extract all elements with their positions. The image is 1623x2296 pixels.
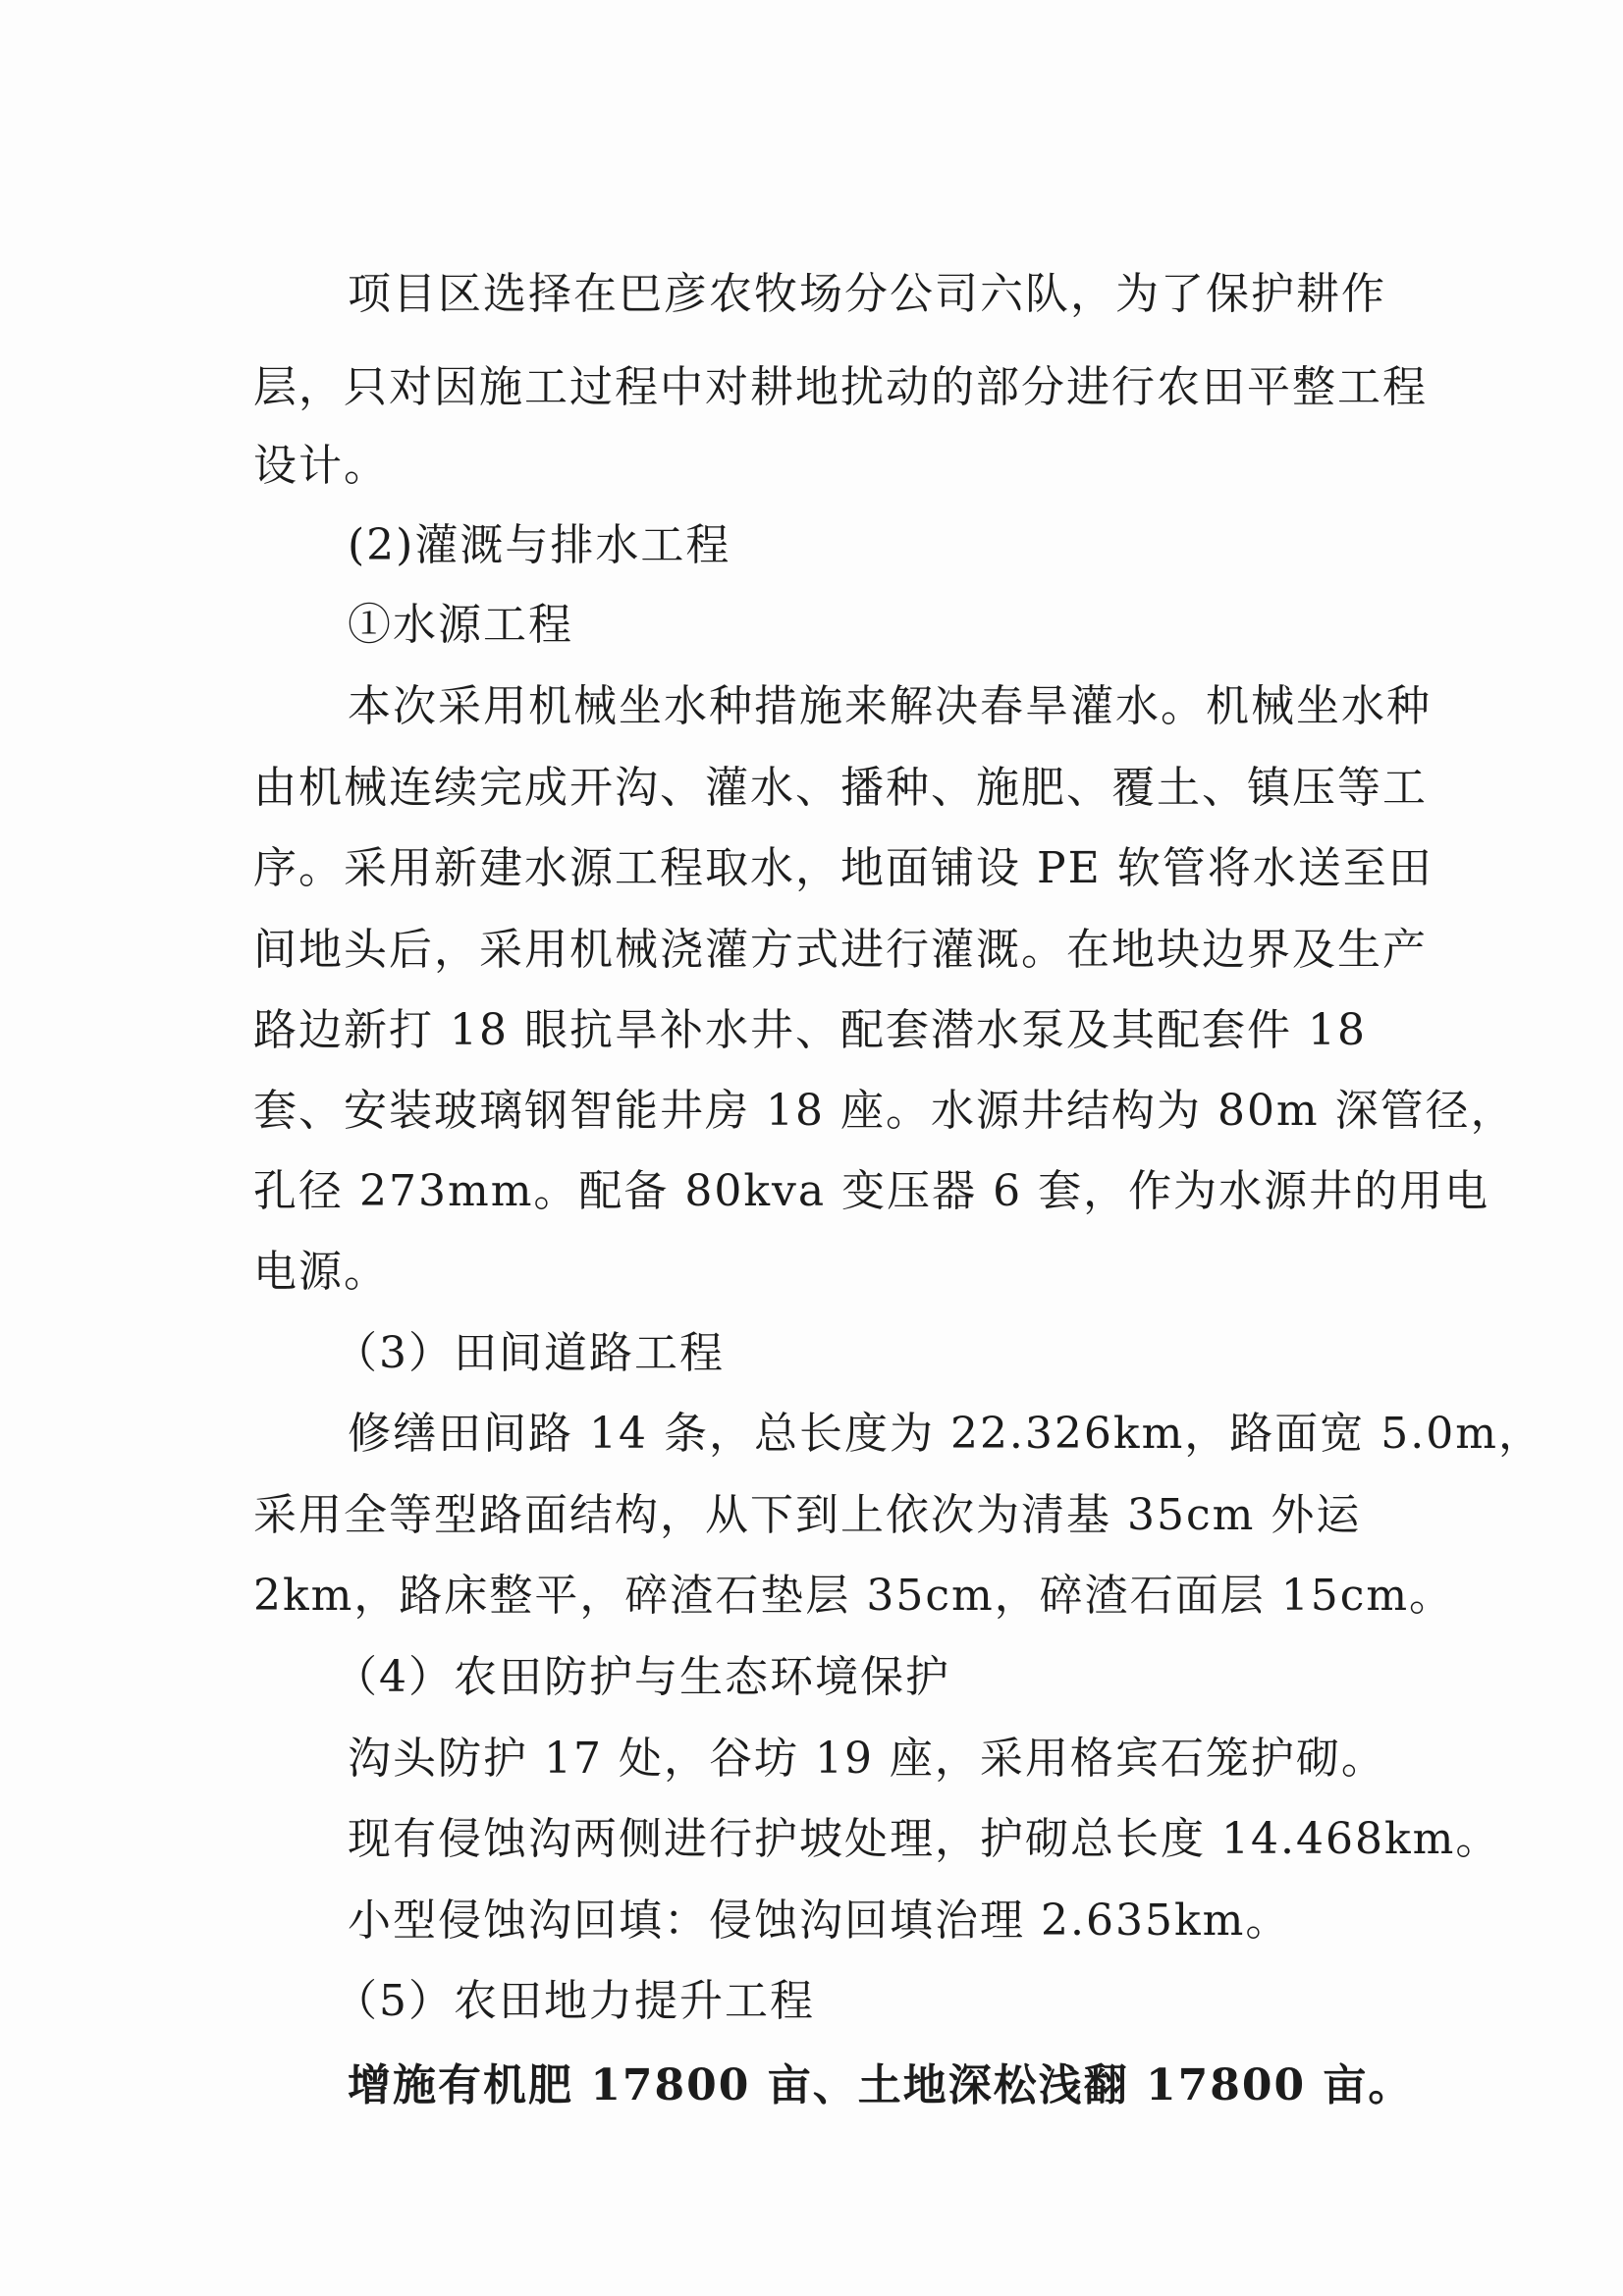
paragraph-line: 孔径 273mm。配备 80kva 变压器 6 套，作为水源井的用电 — [253, 1166, 1490, 1216]
paragraph-line: 增施有机肥 17800 亩、土地深松浅翻 17800 亩。 — [348, 2060, 1414, 2110]
paragraph-line: 由机械连续完成开沟、灌水、播种、施肥、覆土、镇压等工 — [253, 763, 1428, 813]
paragraph-line: 现有侵蚀沟两侧进行护坡处理，护砌总长度 14.468km。 — [348, 1814, 1501, 1864]
subsection-heading: ①水源工程 — [348, 600, 573, 650]
paragraph-line: 电源。 — [253, 1247, 389, 1297]
section-heading: （3）田间道路工程 — [334, 1328, 725, 1378]
paragraph-line: 层，只对因施工过程中对耕地扰动的部分进行农田平整工程 — [253, 362, 1428, 412]
section-heading: （5）农田地力提升工程 — [334, 1976, 815, 2026]
paragraph-line: 小型侵蚀沟回填：侵蚀沟回填治理 2.635km。 — [348, 1896, 1291, 1946]
paragraph-line: 序。采用新建水源工程取水，地面铺设 PE 软管将水送至田 — [253, 843, 1434, 893]
paragraph-line: 项目区选择在巴彦农牧场分公司六队，为了保护耕作 — [348, 269, 1386, 319]
paragraph-line: 修缮田间路 14 条，总长度为 22.326km，路面宽 5.0m， — [348, 1409, 1543, 1459]
section-heading: (2)灌溉与排水工程 — [348, 520, 731, 570]
paragraph-line: 2km，路床整平，碎渣石垫层 35cm，碎渣石面层 15cm。 — [253, 1571, 1455, 1621]
paragraph-line: 设计。 — [253, 441, 389, 491]
paragraph-line: 套、安装玻璃钢智能井房 18 座。水源井结构为 80m 深管径， — [253, 1086, 1516, 1136]
paragraph-line: 采用全等型路面结构，从下到上依次为清基 35cm 外运 — [253, 1490, 1362, 1540]
paragraph-line: 本次采用机械坐水种措施来解决春旱灌水。机械坐水种 — [348, 681, 1432, 731]
section-heading: （4）农田防护与生态环境保护 — [334, 1652, 950, 1702]
paragraph-line: 沟头防护 17 处，谷坊 19 座，采用格宾石笼护砌。 — [348, 1734, 1386, 1784]
paragraph-line: 路边新打 18 眼抗旱补水井、配套潜水泵及其配套件 18 — [253, 1005, 1367, 1055]
paragraph-line: 间地头后，采用机械浇灌方式进行灌溉。在地块边界及生产 — [253, 925, 1428, 975]
